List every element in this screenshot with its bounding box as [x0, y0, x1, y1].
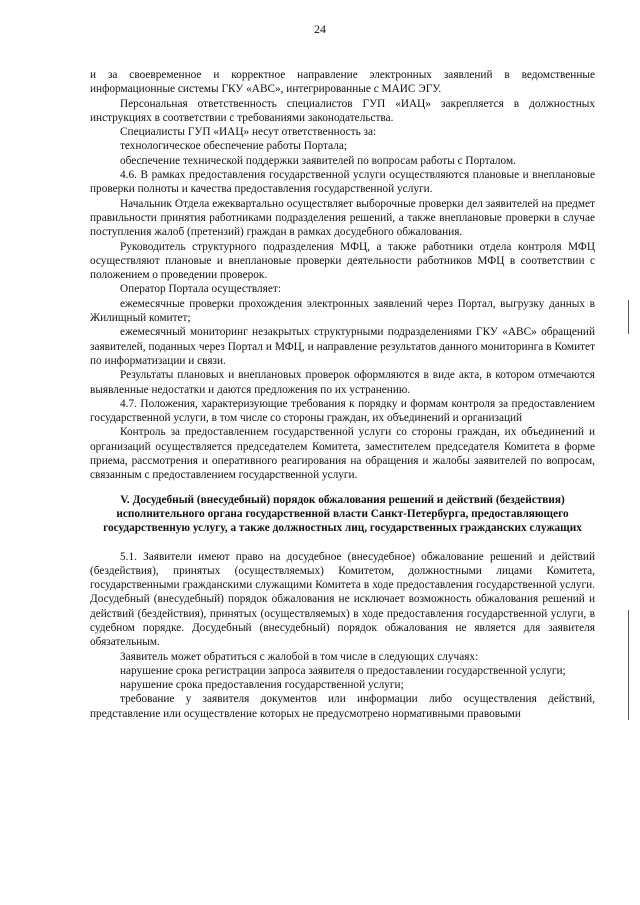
- subsection-title: 4.7. Положения, характеризующие требования к порядку и формам контроля за предоставлением государственной услуги, в том числе со стороны граждан, их объединений и организаций: [90, 397, 595, 425]
- paragraph: 5.1. Заявители имеют право на досудебное (внесудебное) обжалование решений и действий (бездействия), принятых (осуществляемых) Комитетом, должностными лицами Комитета, государственными гражданскими служащими Комитета в ходе предоставления государственной услуги. Досудебный (внесудебный) порядок обжалования не исключает возможность обжалования решений и действий (бездействия), принятых (осуществляемых) в ходе предоставления государственной услуги, в судебном порядке. Досудебный (внесудебный) порядок обжалования не является для заявителя обязательным.: [90, 550, 595, 649]
- paragraph: Контроль за предоставлением государственной услуги со стороны граждан, их объединений и организаций осуществляется председателем Комитета, заместителем председателя Комитета в форме приема, рассмотрения и оперативного реагирования на обращения и жалобы заявителей по вопросам, связанным с предоставлением государственной услуги.: [90, 426, 595, 482]
- list-item: ежемесячные проверки прохождения электронных заявлений через Портал, выгрузку данных в Жилищный комитет;: [90, 297, 595, 325]
- list-item: нарушение срока регистрации запроса заявителя о предоставлении государственной услуги;: [120, 664, 566, 677]
- paragraph: Результаты плановых и внеплановых проверок оформляются в виде акта, в котором отмечаются выявленные недостатки и даются предложения по их устранению.: [90, 369, 595, 396]
- paragraph: Оператор Портала осуществляет:: [120, 283, 281, 296]
- list-item: требование у заявителя документов или информации либо осуществления действий, представление или осуществление которых не предусмотрено нормативными правовыми: [90, 693, 595, 720]
- list-item: технологическое обеспечение работы Портала;: [120, 140, 347, 153]
- document-body: [90, 68, 595, 721]
- page-number: 24: [314, 22, 326, 36]
- paragraph: Специалисты ГУП «ИАЦ» несут ответственность за:: [120, 126, 377, 139]
- list-item: ежемесячный мониторинг незакрытых структурными подразделениями ГКУ «АВС» обращений заявителей, поданных через Портал и МФЦ, и направление результатов данного мониторинга в Комитет по информатизации и связи.: [90, 326, 595, 367]
- list-item: нарушение срока предоставления государственной услуги;: [120, 679, 404, 692]
- section-heading: V. Досудебный (внесудебный) порядок обжалования решений и действий (бездействия) исполнительного органа государственной власти Санкт-Петербурга, предоставляющего государственную услугу, а также должностных лиц, государственных гражданских служащих: [103, 493, 582, 535]
- paragraph: Персональная ответственность специалистов ГУП «ИАЦ» закрепляется в должностных инструкциях в соответствии с требованиями законодательства.: [90, 97, 595, 124]
- paragraph: и за своевременное и корректное направление электронных заявлений в ведомственные информационные системы ГКУ «АВС», интегрированные с МАИС ЭГУ.: [90, 69, 595, 96]
- list-item: обеспечение технической поддержки заявителей по вопросам работы с Порталом.: [120, 154, 516, 167]
- margin-mark: [628, 610, 629, 720]
- paragraph: Руководитель структурного подразделения МФЦ, а также работники отдела контроля МФЦ осуществляют плановые и внеплановые проверки деятельности работников МФЦ в соответствии с положением о проведении проверок.: [90, 240, 595, 282]
- paragraph: 4.6. В рамках предоставления государственной услуги осуществляются плановые и внеплановые проверки полноты и качества предоставления государственной услуги.: [90, 169, 595, 196]
- paragraph: Заявитель может обратиться с жалобой в том числе в следующих случаях:: [120, 650, 479, 663]
- paragraph: Начальник Отдела ежеквартально осуществляет выборочные проверки дел заявителей на предмет правильности принятия работниками подразделения решений, а также внеплановые проверки в случае поступления жалоб (претензий) граждан в рамках досудебного обжалования.: [90, 197, 595, 239]
- margin-mark: [628, 300, 629, 334]
